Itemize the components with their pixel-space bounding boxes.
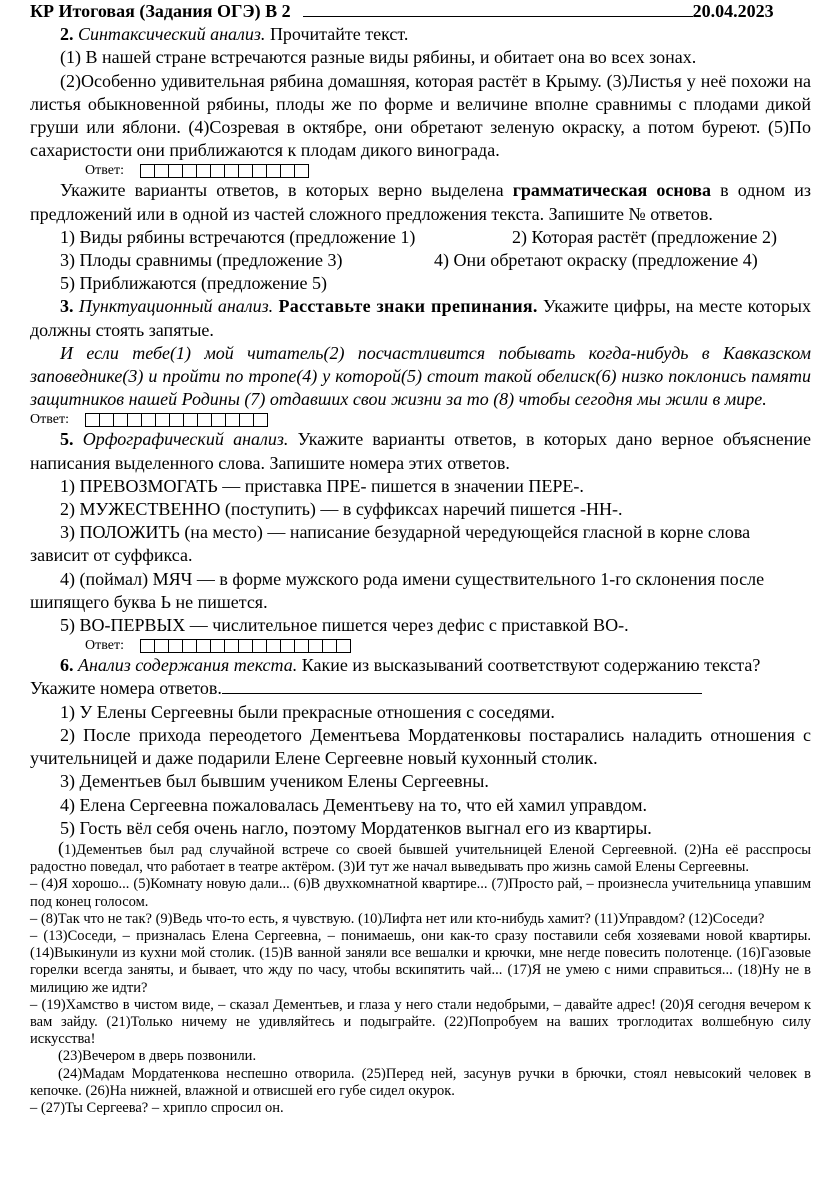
story-paragraph-5: – (19)Хамство в чистом виде, – сказал Дементьев, и глаза у него стали недобрыми, – давайте адрес! (20)Я сегодня вечером к вам зайду. (21)Только ничему не удивляйтесь и подыграйте. (22)Попробуем на ваших троглодитах волшебную силу искусства! [30,996,811,1048]
task6-answer-line[interactable] [222,677,702,694]
task6-option-2: 2) После прихода переодетого Дементьева Мордатенковы постарались наладить отношения с учительницей и даже подарили Елене Сергеевне новый кухонный столик. [30,724,811,769]
worksheet-header [30,0,811,23]
worksheet-date: 20.04.2023 [692,1,774,21]
story-paragraph-2: – (4)Я хорошо... (5)Комнату новую дали... (6)В двухкомнатной квартире... (7)Просто рай, – произнесла учительница упавшим под конец голосом. [30,876,811,910]
task6-instruction: Какие из высказываний соответствуют содержанию текста? Укажите номера ответов. [30,655,761,699]
task6-option-3: 3) Дементьев был бывшим учеником Елены Сергеевны. [60,771,489,792]
task5-option-5: 5) ВО-ПЕРВЫХ — числительное пишется через дефис с приставкой ВО-. [60,615,629,636]
task6-heading [30,654,811,700]
task2-option-2: 2) Которая растёт (предложение 2) [512,226,777,247]
task3-answer [30,411,811,428]
task6-title: Анализ содержания текста. [78,655,298,676]
task5-number: 5. [60,429,74,450]
task5-option-2: 2) МУЖЕСТВЕННО (поступить) — в суффиксах наречий пишется -НН-. [60,499,623,520]
task3-bold-instruction: Расставьте знаки препинания. [278,296,538,317]
task2-answer [30,162,811,179]
story-paragraph-1-text: 1)Дементьев был рад случайной встрече со своей бывшей учительницей Еленой Сергеевной. (2)На её расспросы радостно поведал, что работает в театре актёром. (3)И тут же начал выведывать про жизнь самой Елены Сергеевны. [30,841,811,876]
answer-cells[interactable] [140,639,351,653]
answer-label: Ответ: [85,163,124,179]
worksheet-title: КР Итоговая (Задания ОГЭ) В 2 [30,1,291,21]
task3-number: 3. [60,296,74,317]
story-text [30,837,811,1117]
task3-instruction: Укажите цифры, на месте которых должны стоять запятые. [30,296,812,340]
task2-option-4: 4) Они обретают окраску (предложение 4) [434,250,758,271]
task2-question [30,179,811,225]
task2-question-part2: в одном из предложений или в одной из частей сложного предложения текста. Запишите № ответов. [30,180,812,224]
task2-question-bold: грамматическая основа [512,180,712,201]
task2-heading [30,23,811,46]
task2-option-1: 1) Виды рябины встречаются (предложение 1) [60,226,416,247]
story-paragraph-4: – (13)Соседи, – призналась Елена Сергеевна, – понимаешь, они как-то сразу поставили себя хозяевами новой квартиры. (14)Выкинули из кухни мой столик. (15)В ванной заняли все вешалки и крючки, мне негде повесить полотенце. (16)Газовые горелки всегда заняты, и бывает, что жду по часу, чтобы вскипятить чай... (17)Я не умею с ними справиться... (18)Ну не в милицию же идти? [30,927,811,996]
name-fill-line[interactable] [303,0,693,17]
answer-label: Ответ: [85,638,124,654]
task2-option-5: 5) Приближаются (предложение 5) [60,273,327,294]
story-paragraph-6: (23)Вечером в дверь позвонили. [58,1048,257,1065]
story-paragraph-7: (24)Мадам Мордатенкова неспешно отворила. (25)Перед ней, засунув ручки в брючки, стоял невысокий человек в кепочке. (26)На нижней, влажной и отвисшей его губе сидел окурок. [30,1065,811,1099]
answer-cells[interactable] [85,413,268,427]
story-open-paren: ( [58,837,64,858]
task5-title: Орфографический анализ. [82,429,289,450]
task3-text: И если тебе(1) мой читатель(2) посчастливится побывать когда-нибудь в Кавказском заповеднике(3) и пройти по тропе(4) у которой(5) стоит такой обелиск(6) низко поклонись памяти защитников нашей Родины (7) отдавших свои жизни за то (8) чтобы сегодня мы жили в мире. [30,342,811,410]
task5-heading [30,428,811,474]
task2-title: Синтаксический анализ. [78,24,266,45]
story-paragraph-3: – (8)Так что не так? (9)Ведь что-то есть, я чувствую. (10)Лифта нет или кто-нибудь хамит? (11)Управдом? (12)Соседи? [30,910,765,927]
task6-number: 6. [60,655,74,676]
task2-number: 2. [60,24,74,45]
answer-label: Ответ: [30,412,69,428]
task2-text-paragraph: (2)Особенно удивительная рябина домашняя, которая растёт в Крыму. (3)Листья у неё похожи на листья обыкновенной рябины, плоды же по форме и величине вполне сравнимы с плодами дикой груши или яблони. (4)Созревая в октябре, они обретают зеленую окраску, а потом буреют. (5)По сахаристости они приближаются к плодам дикого винограда. [30,70,811,161]
answer-cells[interactable] [140,164,309,178]
task6-option-5: 5) Гость вёл себя очень нагло, поэтому Мордатенков выгнал его из квартиры. [60,817,652,838]
task5-option-4: 4) (поймал) МЯЧ — в форме мужского рода имени существительного 1-го склонения после шипящего буква Ь не пишется. [30,568,765,612]
task5-option-1: 1) ПРЕВОЗМОГАТЬ — приставка ПРЕ- пишется в значении ПЕРЕ-. [60,475,584,496]
task6-option-1: 1) У Елены Сергеевны были прекрасные отношения с соседями. [60,701,555,722]
task6-option-4: 4) Елена Сергеевна пожаловалась Дементьеву на то, что ей хамил управдом. [60,794,648,815]
task2-options-row2 [30,249,811,272]
task2-option-3: 3) Плоды сравнимы (предложение 3) [60,250,343,271]
task5-answer [30,637,811,654]
task3-title: Пунктуационный анализ. [78,296,274,317]
task5-instruction: Укажите варианты ответов, в которых дано верное объяснение написания выделенного слова. Запишите номера этих ответов. [30,429,811,473]
task2-instruction: Прочитайте текст. [265,24,409,45]
task2-text-sentence1: (1) В нашей стране встречаются разные виды рябины, и обитает она во всех зонах. [60,47,697,68]
task5-option-3: 3) ПОЛОЖИТЬ (на место) — написание безударной чередующейся гласной в корне слова зависит от суффикса. [30,522,751,566]
task2-question-part1: Укажите варианты ответов, в которых верно выделена [60,180,513,201]
story-paragraph-1 [30,837,811,876]
story-paragraph-8: – (27)Ты Сергеева? – хрипло спросил он. [30,1099,284,1116]
task2-options-row1 [30,226,811,249]
task3-heading [30,295,811,341]
